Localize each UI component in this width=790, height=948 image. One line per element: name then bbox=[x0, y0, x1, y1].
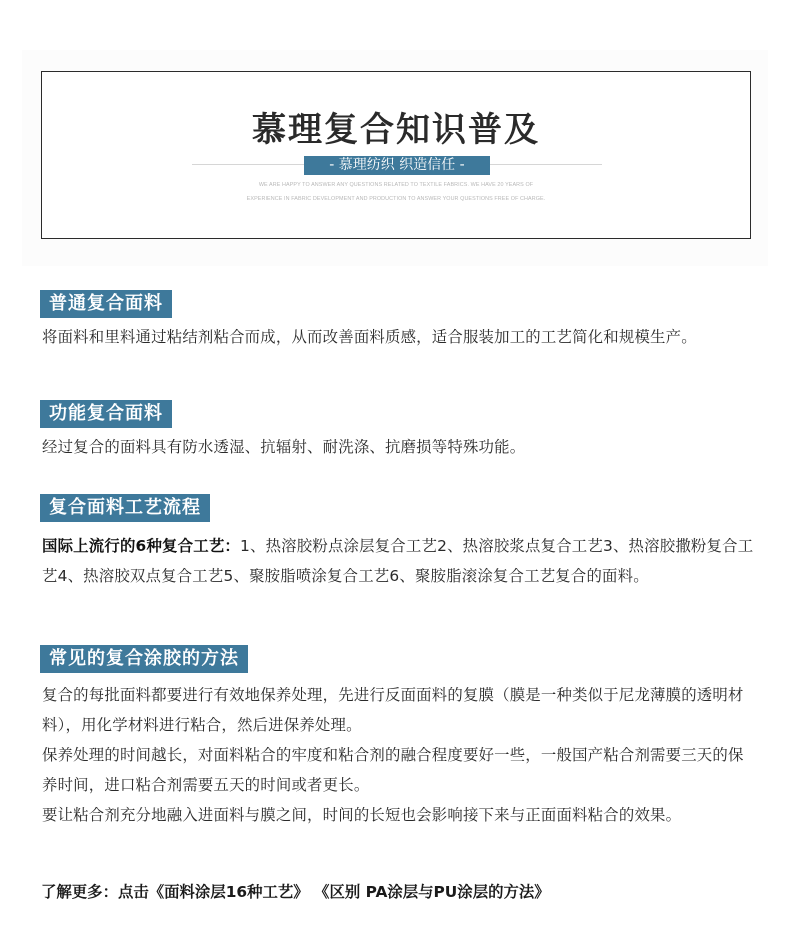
banner-subtitle: - 慕理纺织 织造信任 - bbox=[304, 156, 490, 175]
section-text-process-flow bbox=[42, 531, 754, 591]
banner-title: 慕理复合知识普及 bbox=[252, 110, 540, 150]
section-text-glue-methods-3: 要让粘合剂充分地融入进面料与膜之间，时间的长短也会影响接下来与正面面料粘合的效果。 bbox=[42, 806, 682, 824]
process-list: 1、热溶胶粉点涂层复合工艺2、热溶胶浆点复合工艺3、热溶胶撒粉复合工艺4、热溶胶双点复合工艺5、聚胺脂喷涂复合工艺6、聚胺脂滚涂复合工艺复合的面料。 bbox=[42, 537, 754, 585]
section-heading-glue-methods: 常见的复合涂胶的方法 bbox=[40, 645, 248, 673]
link-pa-vs-pu-coating[interactable]: 《区别 PA涂层与PU涂层的方法》 bbox=[314, 883, 550, 901]
learn-more bbox=[41, 878, 550, 906]
section-text-ordinary-composite: 将面料和里料通过粘结剂粘合而成，从而改善面料质感，适合服装加工的工艺简化和规模生产。 bbox=[42, 328, 697, 346]
process-lead: 国际上流行的6种复合工艺： bbox=[42, 537, 240, 555]
banner-english-line-2: EXPERIENCE IN FABRIC DEVELOPMENT AND PRODUCTION TO ANSWER YOUR QUESTIONS FREE OF CHARGE. bbox=[246, 196, 546, 202]
banner-english-line-1: WE ARE HAPPY TO ANSWER ANY QUESTIONS RELATED TO TEXTILE FABRICS. WE HAVE 20 YEARS OF bbox=[258, 182, 534, 188]
section-text-functional-composite: 经过复合的面料具有防水透湿、抗辐射、耐洗涤、抗磨损等特殊功能。 bbox=[42, 438, 526, 456]
link-coating-16-processes[interactable]: 《面料涂层16种工艺》 bbox=[148, 883, 309, 901]
section-heading-functional-composite: 功能复合面料 bbox=[40, 400, 172, 428]
banner bbox=[41, 71, 751, 239]
section-heading-ordinary-composite: 普通复合面料 bbox=[40, 290, 172, 318]
section-text-glue-methods-2: 保养处理的时间越长，对面料粘合的牢度和粘合剂的融合程度要好一些，一般国产粘合剂需要三天的保养时间，进口粘合剂需要五天的时间或者更长。 bbox=[42, 746, 744, 794]
section-text-glue-methods-1: 复合的每批面料都要进行有效地保养处理，先进行反面面料的复膜（膜是一种类似于尼龙薄膜的透明材料），用化学材料进行粘合，然后进保养处理。 bbox=[42, 686, 744, 734]
section-heading-process-flow: 复合面料工艺流程 bbox=[40, 494, 210, 522]
learn-more-label: 了解更多：点击 bbox=[41, 883, 149, 901]
